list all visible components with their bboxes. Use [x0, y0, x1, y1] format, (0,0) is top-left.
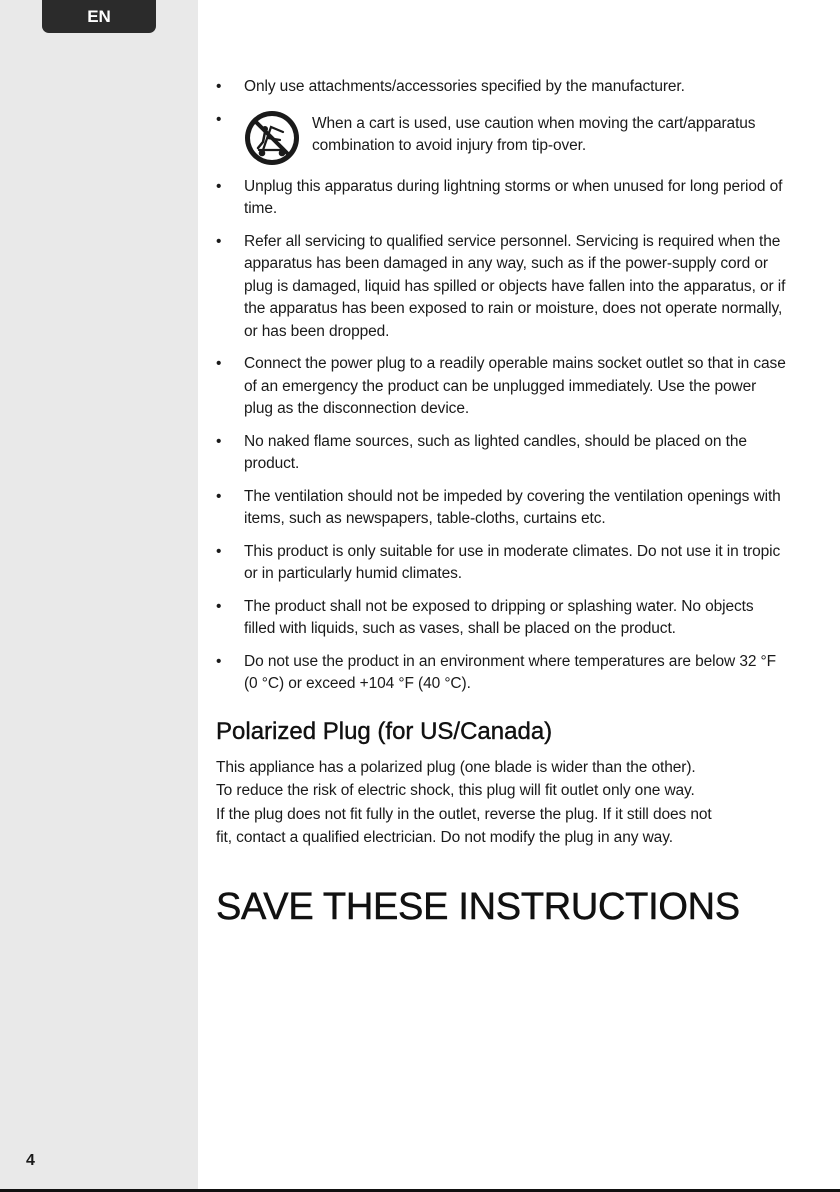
- list-item-text: The product shall not be exposed to dripping or splashing water. No objects filled with liquids, such as vases, shall be placed on the product.: [244, 597, 754, 637]
- main-content: [216, 76, 786, 929]
- polarized-plug-heading: Polarized Plug (for US/Canada): [216, 717, 553, 745]
- page-number: 4: [26, 1152, 35, 1169]
- bullet: •: [216, 487, 222, 505]
- polarized-plug-paragraph: [216, 756, 786, 850]
- paragraph-line: This appliance has a polarized plug (one blade is wider than the other).: [216, 758, 696, 776]
- paragraph-line: If the plug does not fit fully in the outlet, reverse the plug. If it still does not: [216, 805, 712, 823]
- list-item: [216, 486, 786, 531]
- bullet: •: [216, 78, 222, 95]
- list-item: [216, 76, 786, 99]
- bullet: •: [216, 432, 222, 450]
- left-margin-band: [0, 0, 198, 1190]
- bullet: •: [216, 177, 222, 195]
- list-item: [216, 541, 786, 586]
- bullet: •: [216, 652, 222, 670]
- list-item: [216, 353, 786, 421]
- list-item-text: When a cart is used, use caution when moving the cart/apparatus combination to avoid injury from tip-over.: [312, 114, 756, 154]
- cart-warning-row: [244, 109, 786, 166]
- bullet: •: [216, 542, 222, 560]
- list-item-text: Connect the power plug to a readily operable mains socket outlet so that in case of an emergency the product can be unplugged immediately. Use the power plug as the disconnection device.: [244, 355, 786, 417]
- cart-tipover-warning-icon: [244, 110, 300, 166]
- list-item: [216, 109, 786, 166]
- safety-instructions-list: [216, 76, 786, 696]
- paragraph-line: To reduce the risk of electric shock, this plug will fit outlet only one way.: [216, 782, 695, 799]
- paragraph-line: fit, contact a qualified electrician. Do not modify the plug in any way.: [216, 829, 673, 846]
- bullet: •: [216, 597, 222, 615]
- save-instructions-title: SAVE THESE INSTRUCTIONS: [216, 885, 740, 928]
- language-tab: EN: [42, 0, 156, 33]
- list-item-text: Only use attachments/accessories specified by the manufacturer.: [244, 78, 685, 95]
- list-item-text: Refer all servicing to qualified service personnel. Servicing is required when the apparatus has been damaged in any way, such as if the power-supply cord or plug is damaged, liquid has spilled or objects have fallen into the apparatus, or if the apparatus has been exposed to rain or moisture, does not operate normally, or has been dropped.: [244, 232, 786, 340]
- bullet: •: [216, 355, 222, 372]
- list-item: [216, 231, 786, 344]
- bullet: •: [216, 110, 222, 128]
- list-item: [216, 431, 786, 476]
- list-item-text: The ventilation should not be impeded by covering the ventilation openings with items, such as newspapers, table-cloths, curtains etc.: [244, 487, 781, 527]
- list-item: [216, 596, 786, 641]
- list-item: [216, 651, 786, 696]
- bullet: •: [216, 232, 222, 250]
- list-item-text: This product is only suitable for use in moderate climates. Do not use it in tropic or in particularly humid climates.: [244, 542, 781, 582]
- list-item-text: Do not use the product in an environment where temperatures are below 32 °F (0 °C) or exceed +104 °F (40 °C).: [244, 652, 777, 692]
- list-item: [216, 176, 786, 221]
- list-item-text: No naked flame sources, such as lighted candles, should be placed on the product.: [244, 432, 747, 472]
- list-item-text: Unplug this apparatus during lightning storms or when unused for long period of time.: [244, 177, 783, 217]
